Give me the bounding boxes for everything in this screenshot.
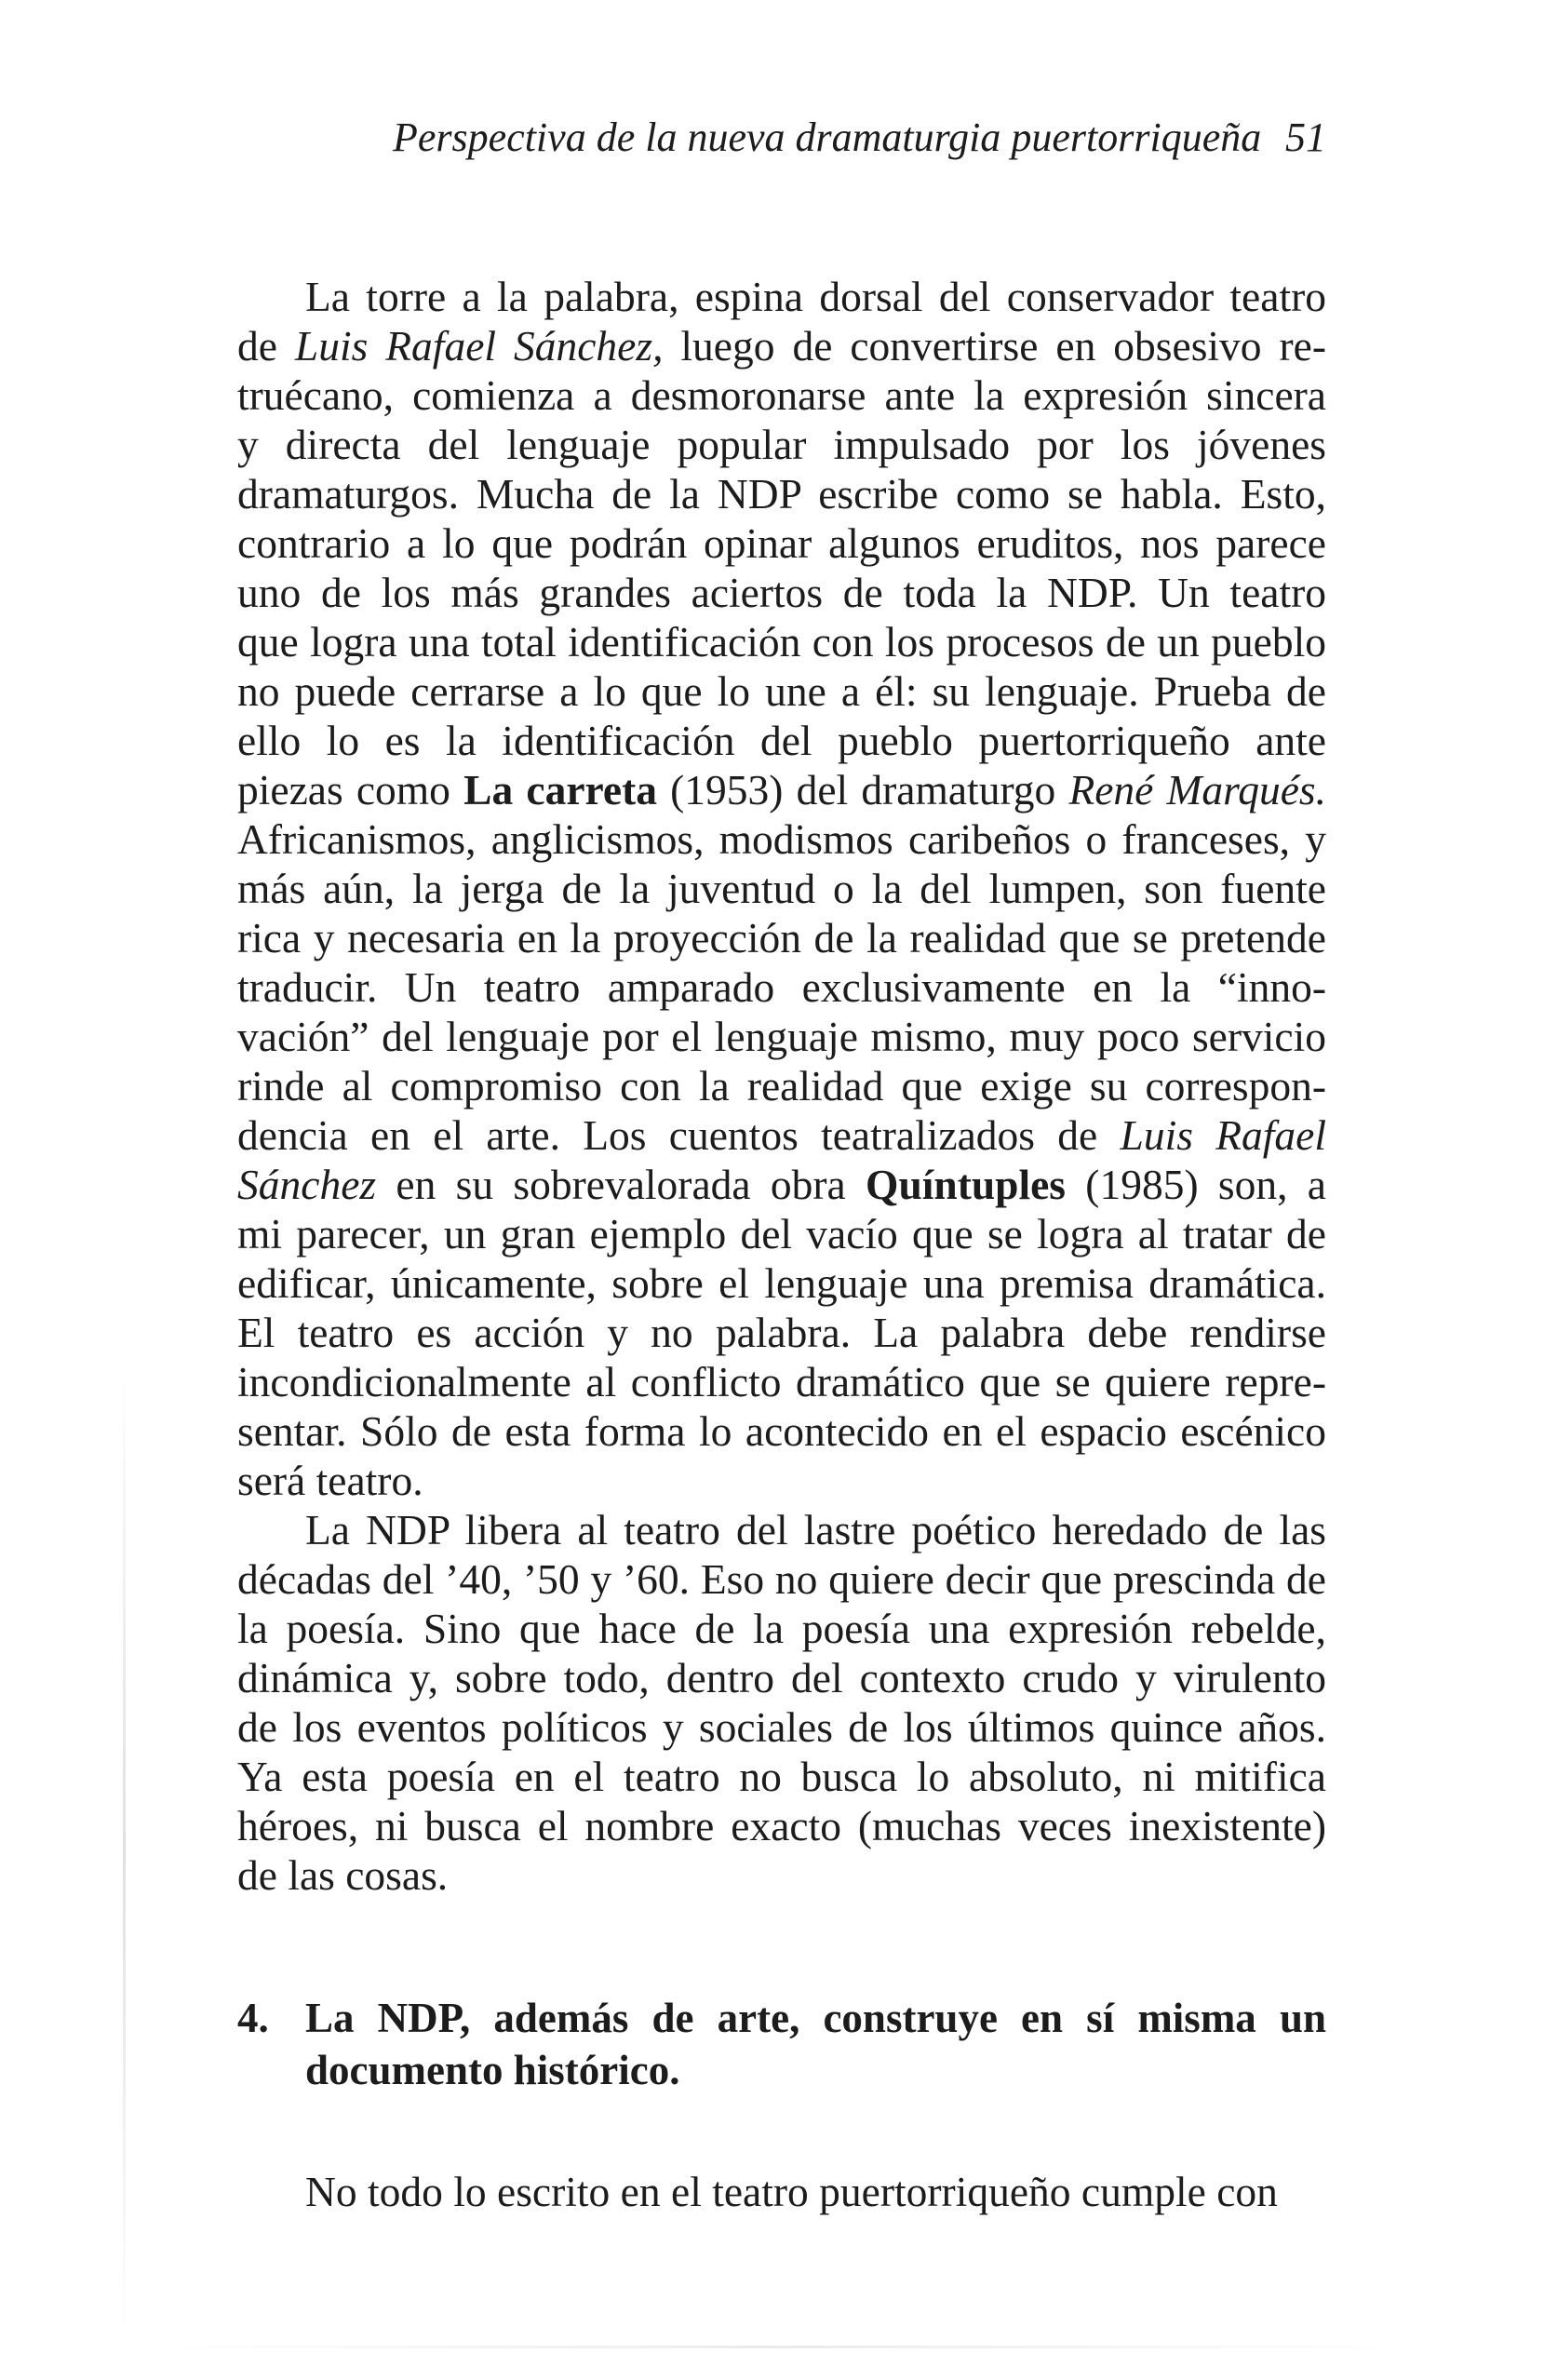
text-line: piezas como La carreta (1953) del dramaturgo René Marqués. [237,766,1326,814]
text-line: incondicionalmente al conflicto dramático que se quiere repre- [237,1358,1326,1405]
text-line: rinde al compromiso con la realidad que exige su correspon- [237,1062,1326,1109]
author-name: René Marqués. [1068,766,1326,814]
text-line: héroes, ni busca el nombre exacto (muchas veces inexistente) [237,1802,1326,1849]
author-name: Luis Rafael Sánchez, [294,322,664,370]
section-title: La NDP, además de arte, construye en sí misma un documento histórico. [305,1995,1326,2093]
text-line: mi parecer, un gran ejemplo del vacío que se logra al tratar de [237,1210,1326,1257]
text-line: edificar, únicamente, sobre el lenguaje una premisa dramática. [237,1259,1326,1307]
text-line: no puede cerrarse a lo que lo une a él: su lenguaje. Prueba de [237,667,1326,715]
text-line: que logra una total identificación con los procesos de un pueblo [237,618,1326,666]
text-line: y directa del lenguaje popular impulsado por los jóvenes [237,421,1326,468]
author-name: Sánchez [237,1161,377,1208]
text-line: ello lo es la identificación del pueblo puertorriqueño ante [237,717,1326,764]
text-line: será teatro. [237,1457,423,1504]
text-line: Sánchez en su sobrevalorada obra Quíntuples (1985) son, a [237,1161,1326,1208]
section-heading [237,1992,1326,2096]
section-heading-row [237,1992,1326,2096]
closing-line: No todo lo escrito en el teatro puertorriqueño cumple con [305,2168,1278,2215]
text-line: contrario a lo que podrán opinar algunos eruditos, nos parece [237,519,1326,567]
running-head-title: Perspectiva de la nueva dramaturgia puertorriqueña [393,114,1262,160]
text-line: más aún, la jerga de la juventud o la del lumpen, son fuente [237,865,1326,912]
text-line: de Luis Rafael Sánchez, luego de convertirse en obsesivo re- [237,322,1326,370]
text-line: uno de los más grandes aciertos de toda la NDP. Un teatro [237,569,1326,616]
text-line: dencia en el arte. Los cuentos teatralizados de Luis Rafael [237,1111,1326,1159]
text-line: truécano, comienza a desmoronarse ante la expresión sincera [237,371,1326,419]
text-line: La torre a la palabra, espina dorsal del conservador teatro [305,273,1326,320]
text-line: dramaturgos. Mucha de la NDP escribe como se habla. Esto, [237,470,1326,518]
running-head [237,114,1326,173]
text-line: de los eventos políticos y sociales de los últimos quince años. [237,1703,1326,1751]
text-line: El teatro es acción y no palabra. La palabra debe rendirse [237,1309,1326,1356]
author-name: Luis Rafael [1120,1111,1326,1159]
text-line: Ya esta poesía en el teatro no busca lo absoluto, ni mitifica [237,1753,1326,1800]
text-line: décadas del ’40, ’50 y ’60. Eso no quiere decir que prescinda de [237,1555,1326,1603]
text-line: vación” del lenguaje por el lenguaje mismo, muy poco servicio [237,1013,1326,1060]
page-number: 51 [1285,114,1326,160]
text-line: sentar. Sólo de esta forma lo acontecido en el espacio escénico [237,1407,1326,1455]
text-line: de las cosas. [237,1851,449,1899]
page-edge-shadow [130,2346,1433,2348]
text-line: la poesía. Sino que hace de la poesía una expresión rebelde, [237,1605,1326,1652]
text-line: rica y necesaria en la proyección de la realidad que se pretende [237,914,1326,961]
work-title: La carreta [463,766,657,814]
text-line: traducir. Un teatro amparado exclusivamente en la “inno- [237,963,1326,1011]
work-title: Quíntuples [866,1161,1066,1208]
section-number: 4. [237,1995,269,2041]
text-line: dinámica y, sobre todo, dentro del contexto crudo y virulento [237,1654,1326,1701]
text-line: La NDP libera al teatro del lastre poético heredado de las [305,1506,1326,1553]
binding-shadow [123,1359,126,2346]
body-text [237,272,1326,1900]
text-line: Africanismos, anglicismos, modismos caribeños o franceses, y [237,815,1326,863]
